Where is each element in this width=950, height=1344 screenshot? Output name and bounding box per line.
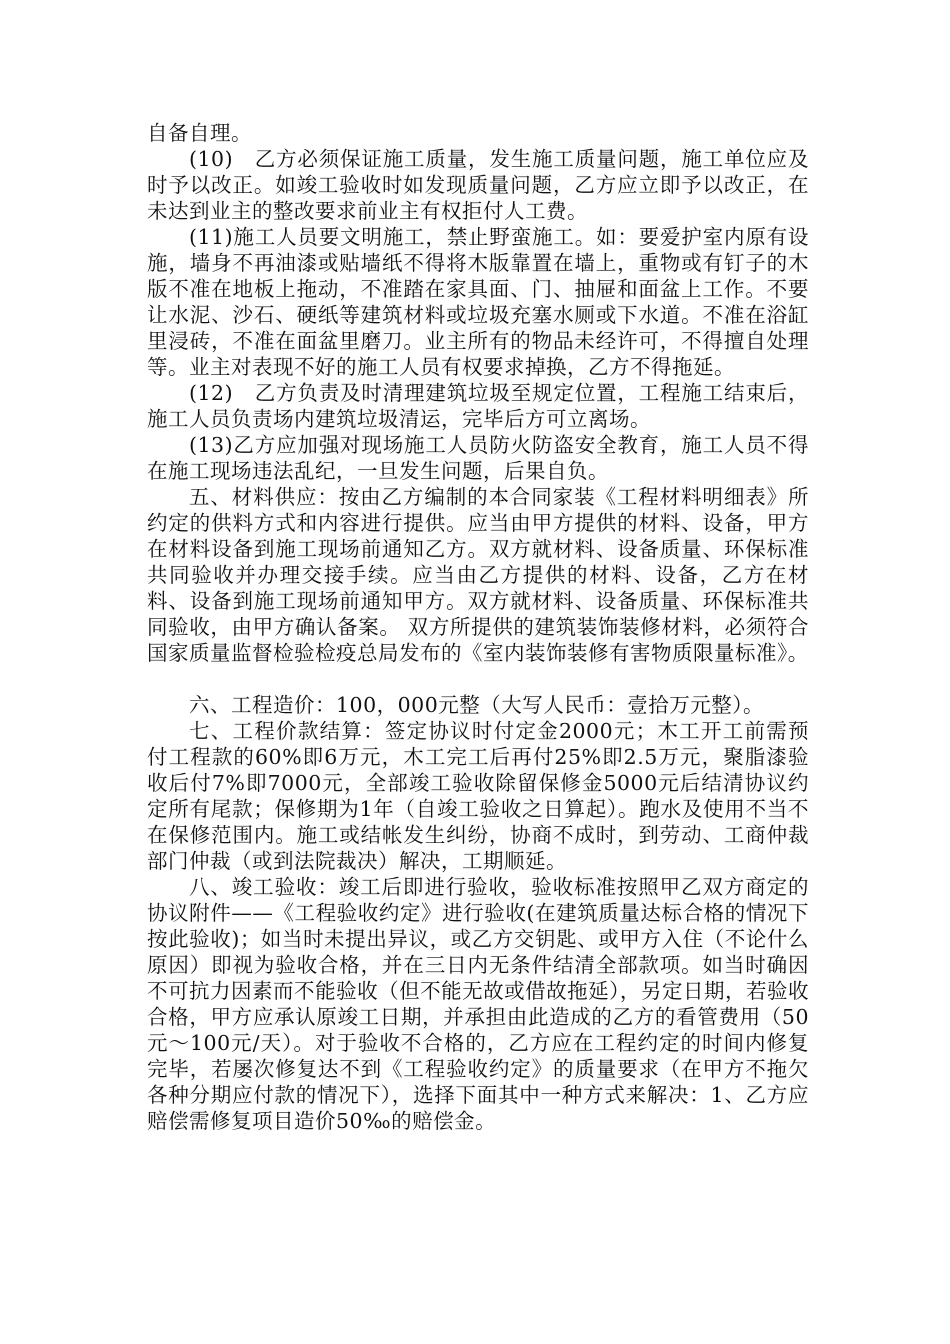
paragraph-continuation: 自备自理。 <box>147 121 252 145</box>
paragraph-section-7-settlement: 七、工程价款结算：签定协议时付定金2000元；木工开工前需预付工程款的60%即6万元，木工完工后再付25%即2.5万元，聚脂漆验收后付7%即7000元，全部竣工验收除留保修金5000元后结清协议约定所有尾款；保修期为1年（自竣工验收之日算起）。跑水及使用不当不在保修范围内。施工或结帐发生纠纷，协商不成时，到劳动、工商仲裁部门仲裁（或到法院裁决）解决，工期顺延。 <box>147 719 809 873</box>
document-page <box>147 120 809 1134</box>
paragraph-section-6-cost: 六、工程造价：100，000元整（大写人民币：壹拾万元整）。 <box>189 693 765 717</box>
paragraph-section-8-acceptance: 八、竣工验收：竣工后即进行验收，验收标准按照甲乙双方商定的协议附件——《工程验收约定》进行验收(在建筑质量达标合格的情况下按此验收)；如当时未提出异议，或乙方交钥匙、或甲方入住（不论什么原因）即视为验收合格，并在三日内无条件结清全部款项。如当时确因不可抗力因素而不能验收（但不能无故或借故拖延），另定日期，若验收合格，甲方应承认原竣工日期，并承担由此造成的乙方的看管费用（50元～100元/天）。对于验收不合格的，乙方应在工程约定的时间内修复完毕，若屡次修复达不到《工程验收约定》的质量要求（在甲方不拖欠各种分期应付款的情况下），选择下面其中一种方式来解决：1、乙方应赔偿需修复项目造价50‰的赔偿金。 <box>147 875 809 1133</box>
paragraph-item-11: (11)施工人员要文明施工，禁止野蛮施工。如：要爱护室内原有设施，墙身不再油漆或贴墙纸不得将木版靠置在墙上，重物或有钉子的木版不准在地板上拖动，不准踏在家具面、门、抽屉和面盆上工作。不要让水泥、沙石、硬纸等建筑材料或垃圾充塞水厕或下水道。不准在浴缸里浸砖，不准在面盆里磨刀。业主所有的物品未经许可，不得擅自处理等。业主对表现不好的施工人员有权要求掉换，乙方不得拖延。 <box>147 225 809 379</box>
paragraph-item-12: (12) 乙方负责及时清理建筑垃圾至规定位置，工程施工结束后，施工人员负责场内建筑垃圾清运，完毕后方可立离场。 <box>147 381 809 431</box>
paragraph-item-10: (10) 乙方必须保证施工质量，发生施工质量问题，施工单位应及时予以改正。如竣工验收时如发现质量问题，乙方应立即予以改正，在未达到业主的整改要求前业主有权拒付人工费。 <box>147 147 809 223</box>
paragraph-section-5-materials: 五、材料供应：按由乙方编制的本合同家装《工程材料明细表》所约定的供料方式和内容进行提供。应当由甲方提供的材料、设备，甲方在材料设备到施工现场前通知乙方。双方就材料、设备质量、环保标准共同验收并办理交接手续。应当由乙方提供的材料、设备，乙方在材料、设备到施工现场前通知甲方。双方就材料、设备质量、环保标准共同验收，由甲方确认备案。 双方所提供的建筑装饰装修材料，必须符合国家质量监督检验检疫总局发布的《室内装饰装修有害物质限量标准》。 <box>147 485 809 665</box>
paragraph-item-13: (13)乙方应加强对现场施工人员防火防盗安全教育，施工人员不得在施工现场违法乱纪，一旦发生问题，后果自负。 <box>147 433 809 483</box>
